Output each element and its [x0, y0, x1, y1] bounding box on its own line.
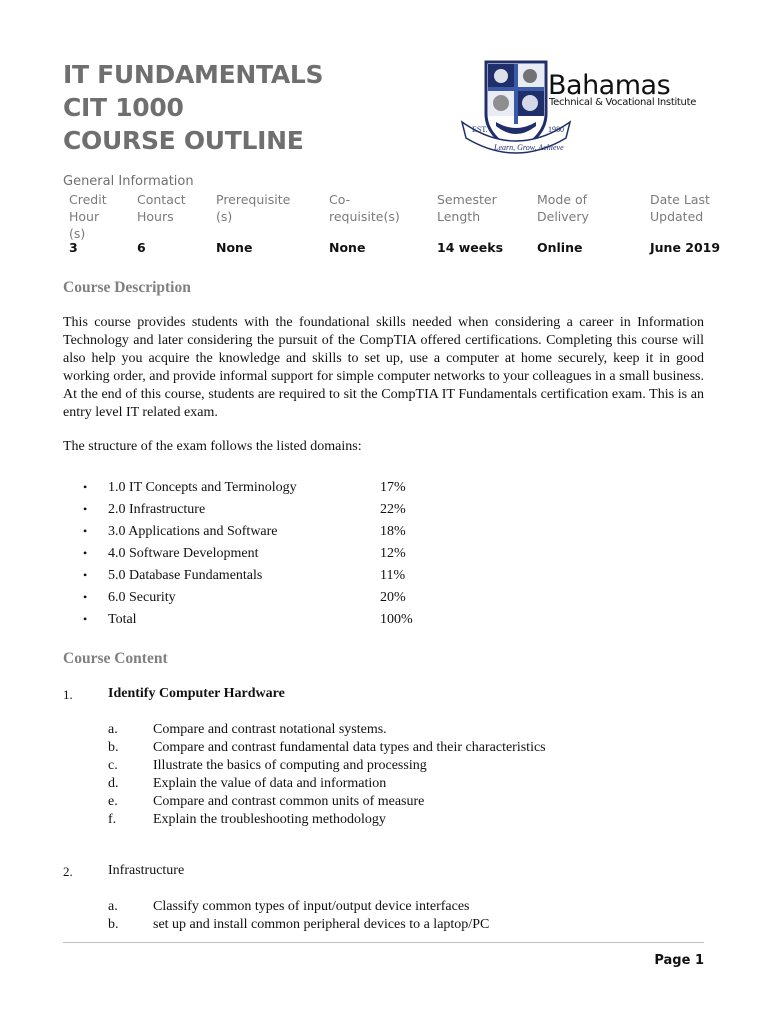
th-text: Co-: [329, 192, 351, 207]
th-text: Mode of: [537, 192, 588, 207]
item-text: Compare and contrast notational systems.: [153, 722, 387, 737]
th-text: Delivery: [537, 209, 589, 224]
list-item: [108, 776, 708, 794]
logo-brand-name: Bahamas: [548, 70, 671, 101]
td-date-last-updated: June 2019: [650, 240, 721, 255]
footer-divider: [63, 942, 704, 943]
domain-percent: 17%: [380, 480, 406, 495]
domain-item: [83, 590, 483, 610]
domain-label: 3.0 Applications and Software: [108, 524, 278, 539]
th-text: requisite(s): [329, 209, 400, 224]
th-text: Semester: [437, 192, 497, 207]
th-mode-of-delivery: [537, 191, 589, 225]
th-text: (s): [69, 226, 86, 241]
list-item: [108, 917, 708, 935]
th-semester-length: [437, 191, 497, 225]
domain-item: [83, 546, 483, 566]
td-credit-hours: 3: [69, 240, 78, 255]
list-item: [108, 899, 708, 917]
bullet-icon: •: [83, 524, 88, 538]
domain-percent: 22%: [380, 502, 406, 517]
domain-label: 5.0 Database Fundamentals: [108, 568, 263, 583]
item-letter: b.: [108, 740, 119, 755]
th-text: Length: [437, 209, 481, 224]
section-number: 1.: [63, 687, 73, 702]
course-content-heading: Course Content: [63, 650, 168, 667]
list-item: [108, 722, 708, 740]
td-corequisites: None: [329, 240, 366, 255]
list-item: [108, 740, 708, 758]
item-letter: a.: [108, 899, 118, 914]
domain-item: [83, 524, 483, 544]
item-text: Explain the value of data and information: [153, 776, 387, 791]
item-text: Explain the troubleshooting methodology: [153, 812, 386, 827]
domain-label: 4.0 Software Development: [108, 546, 259, 561]
course-description-heading: Course Description: [63, 279, 191, 296]
item-letter: a.: [108, 722, 118, 737]
td-mode-of-delivery: Online: [537, 240, 583, 255]
list-item: [108, 758, 708, 776]
est-label: EST.: [472, 125, 488, 134]
th-text: Hour: [69, 209, 100, 224]
bullet-icon: •: [83, 480, 88, 494]
domain-percent: 100%: [380, 612, 413, 627]
th-text: (s): [216, 209, 233, 224]
year-label: 1980: [548, 125, 564, 134]
th-credit-hours: [69, 191, 107, 242]
bullet-icon: •: [83, 502, 88, 516]
logo-subtitle: Technical & Vocational Institute: [549, 97, 697, 108]
th-corequisites: [329, 191, 400, 225]
exam-structure-intro: The structure of the exam follows the listed domains:: [63, 439, 362, 454]
bullet-icon: •: [83, 546, 88, 560]
course-title: [63, 58, 323, 157]
item-letter: c.: [108, 758, 118, 773]
title-line-1: IT FUNDAMENTALS: [63, 60, 324, 89]
list-item: [108, 794, 708, 812]
item-letter: d.: [108, 776, 119, 791]
item-letter: f.: [108, 812, 117, 827]
list-item: [108, 812, 708, 830]
domain-item: [83, 612, 483, 632]
page-number: Page 1: [654, 953, 704, 968]
domain-item: [83, 480, 483, 500]
th-text: Updated: [650, 209, 704, 224]
th-text: Hours: [137, 209, 174, 224]
domain-label: Total: [108, 612, 137, 627]
item-text: Compare and contrast fundamental data types and their characteristics: [153, 740, 546, 755]
item-letter: b.: [108, 917, 119, 932]
th-date-last-updated: [650, 191, 710, 225]
item-text: set up and install common peripheral devices to a laptop/PC: [153, 917, 490, 932]
item-text: Classify common types of input/output device interfaces: [153, 899, 470, 914]
th-text: Credit: [69, 192, 107, 207]
domain-percent: 12%: [380, 546, 406, 561]
section-title: Infrastructure: [108, 863, 185, 878]
domain-item: [83, 502, 483, 522]
th-prerequisites: [216, 191, 290, 225]
motto-text: Learn, Grow, Achieve: [494, 143, 564, 152]
domain-item: [83, 568, 483, 588]
item-text: Compare and contrast common units of measure: [153, 794, 425, 809]
title-line-2: CIT 1000: [63, 93, 184, 122]
item-letter: e.: [108, 794, 118, 809]
th-text: Date Last: [650, 192, 710, 207]
section-title: Identify Computer Hardware: [108, 686, 285, 701]
td-prerequisites: None: [216, 240, 253, 255]
course-description-body: This course provides students with the foundational skills needed when considering a career in Information Technology and later considering the pursuit of the CompTIA offered certifications. Completing this course will also help you acquire the knowledge and skills to set up, use a computer at home securely, keep it in good working order, and provide informal support for simple computer networks to your colleagues in a small business. At the end of this course, students are required to sit the CompTIA IT Fundamentals certification exam. This is an entry level IT related exam.: [63, 315, 704, 420]
item-text: Illustrate the basics of computing and processing: [153, 758, 427, 773]
title-line-3: COURSE OUTLINE: [63, 126, 304, 155]
td-contact-hours: 6: [137, 240, 146, 255]
th-contact-hours: [137, 191, 186, 225]
domain-label: 6.0 Security: [108, 590, 176, 605]
domain-label: 2.0 Infrastructure: [108, 502, 206, 517]
domain-percent: 20%: [380, 590, 406, 605]
general-information-heading: General Information: [63, 174, 194, 189]
domain-percent: 18%: [380, 524, 406, 539]
td-semester-length: 14 weeks: [437, 240, 504, 255]
section-number: 2.: [63, 864, 73, 879]
th-text: Contact: [137, 192, 186, 207]
bullet-icon: •: [83, 590, 88, 604]
domain-percent: 11%: [380, 568, 406, 583]
bullet-icon: •: [83, 612, 88, 626]
bullet-icon: •: [83, 568, 88, 582]
domain-label: 1.0 IT Concepts and Terminology: [108, 480, 297, 495]
th-text: Prerequisite: [216, 192, 291, 207]
